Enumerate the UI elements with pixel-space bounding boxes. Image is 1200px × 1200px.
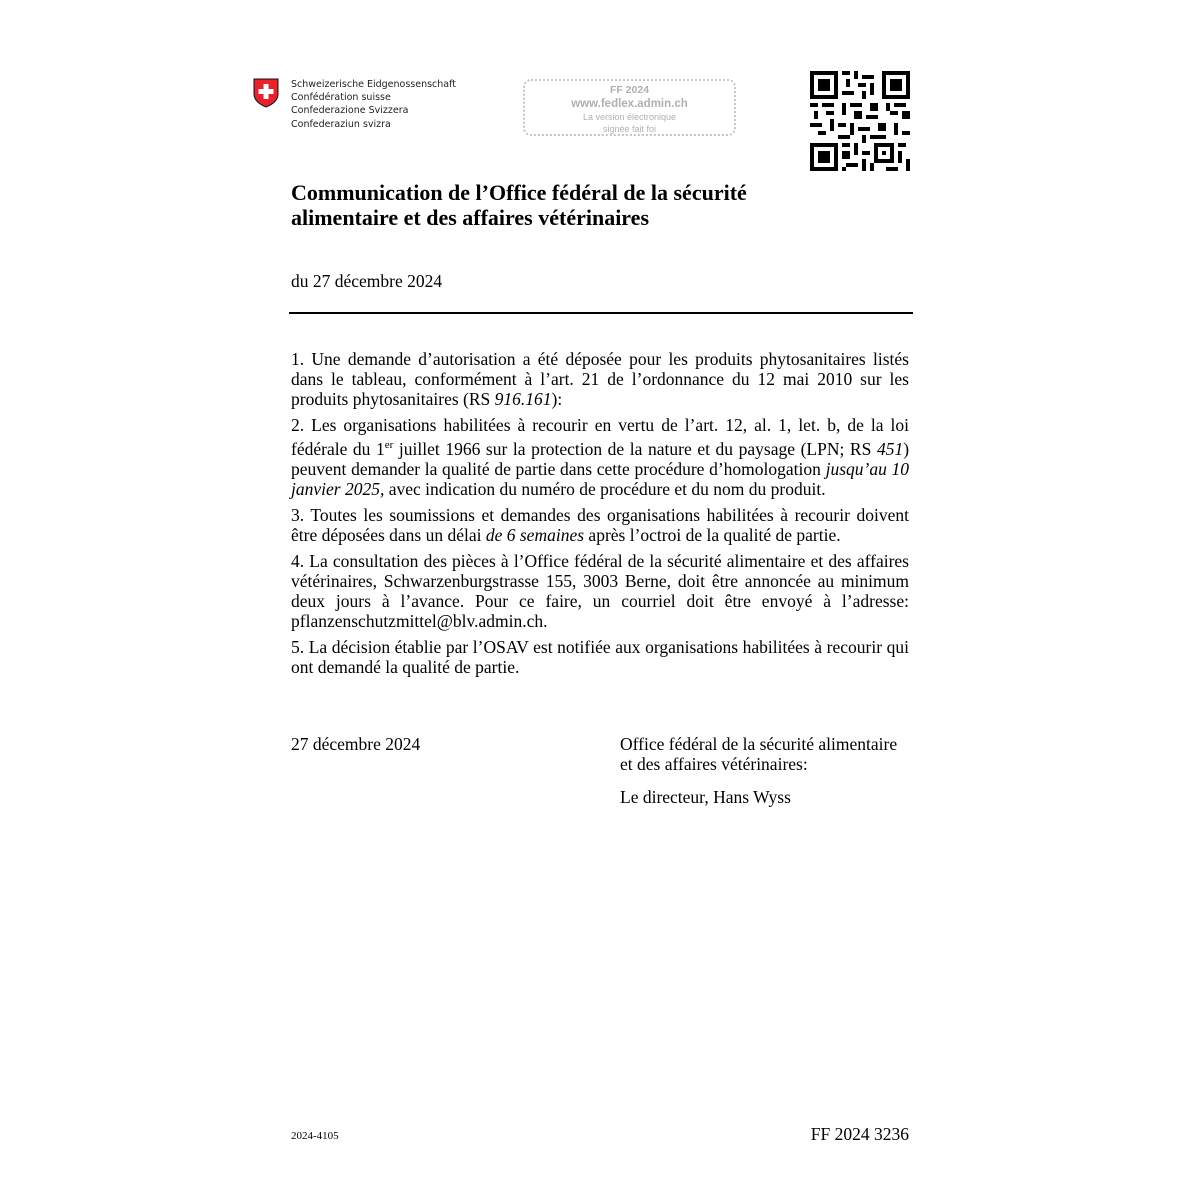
paragraph-2-text-b: juillet 1966 sur la protection de la nature et du paysage (LPN; RS xyxy=(393,438,877,459)
stamp-ff-year: FF 2024 xyxy=(609,84,650,96)
document-title-line-2: alimentaire et des affaires vétérinaires xyxy=(291,205,650,230)
signature-office xyxy=(620,734,920,774)
stamp-url: www.fedlex.admin.ch xyxy=(571,98,688,110)
signature-date: 27 décembre 2024 xyxy=(291,734,421,754)
title-divider xyxy=(289,312,913,314)
paragraph-2-superscript: er xyxy=(384,439,394,451)
paragraph-3-text-b: après l’octroi de la qualité de partie. xyxy=(584,524,841,545)
paragraph-2-deadline: jusqu’au 10 janvier 2025, xyxy=(291,458,909,499)
footer-document-id: 2024-4105 xyxy=(291,1130,339,1142)
paragraph-3-text-a: 3. Toutes les soumissions et demandes des organisations habilitées à recourir doivent être déposées dans un délai xyxy=(291,504,909,545)
paragraph-3 xyxy=(291,505,909,545)
paragraph-2-text-a: 2. Les organisations habilitées à recourir en vertu de l’art. 12, al. 1, let. b, de la loi fédérale du 1 xyxy=(291,415,909,459)
document-date: du 27 décembre 2024 xyxy=(291,271,443,291)
confederation-logo xyxy=(253,78,456,131)
electronic-version-stamp xyxy=(523,79,736,136)
swiss-coat-of-arms-icon xyxy=(253,78,279,108)
confederation-name-de: Schweizerische Eidgenossenschaft xyxy=(291,79,457,90)
signature-director: Le directeur, Hans Wyss xyxy=(620,787,791,807)
paragraph-3-period: de 6 semaines xyxy=(485,524,585,545)
paragraph-1 xyxy=(291,349,909,409)
paragraph-5: 5. La décision établie par l’OSAV est notifiée aux organisations habilitées à recourir qui ont demandé la qualité de partie. xyxy=(291,636,909,677)
paragraph-2-rs-number: 451 xyxy=(876,438,904,459)
stamp-note-2: signée fait foi xyxy=(602,124,657,134)
confederation-name-fr: Confédération suisse xyxy=(291,92,391,104)
paragraph-1-text-a: 1. Une demande d’autorisation a été déposée pour les produits phytosanitaires listés dans le tableau, conformément à l’art. 21 de l’ordonnance du 12 mai 2010 sur les produits phytosanitaires (RS xyxy=(291,349,909,409)
confederation-name-it: Confederazione Svizzera xyxy=(291,105,409,117)
signature-office-line-2: et des affaires vétérinaires: xyxy=(620,754,808,774)
document-body xyxy=(291,349,909,683)
paragraph-1-text-b: ): xyxy=(551,389,563,409)
paragraph-2-text-c: ) peuvent demander la qualité de partie dans cette procédure d’homologation xyxy=(291,438,910,479)
document-title xyxy=(291,180,911,230)
confederation-name-rm: Confederaziun svizra xyxy=(291,118,391,130)
paragraph-4: 4. La consultation des pièces à l’Office fédéral de la sécurité alimentaire et des affaires vétérinaires, Schwarzenburgstrasse 155, 3003 Berne, doit être annoncée au minimum deux jours à l’avance. Pour ce faire, un courriel doit être envoyé à l’adresse: pflanzenschutzmittel@blv.admin.ch. xyxy=(291,550,909,631)
paragraph-2-text-d: avec indication du numéro de procédure et du nom du produit. xyxy=(384,478,826,499)
paragraph-1-rs-number: 916.161 xyxy=(494,389,552,409)
confederation-names xyxy=(291,78,456,131)
signature-office-line-1: Office fédéral de la sécurité alimentaire xyxy=(620,734,898,754)
stamp-note-1: La version électronique xyxy=(582,112,677,122)
document-title-line-1: Communication de l’Office fédéral de la sécurité xyxy=(291,180,747,205)
footer-ff-reference: FF 2024 3236 xyxy=(810,1124,909,1144)
paragraph-2 xyxy=(291,415,909,499)
qr-code-icon xyxy=(810,71,910,171)
